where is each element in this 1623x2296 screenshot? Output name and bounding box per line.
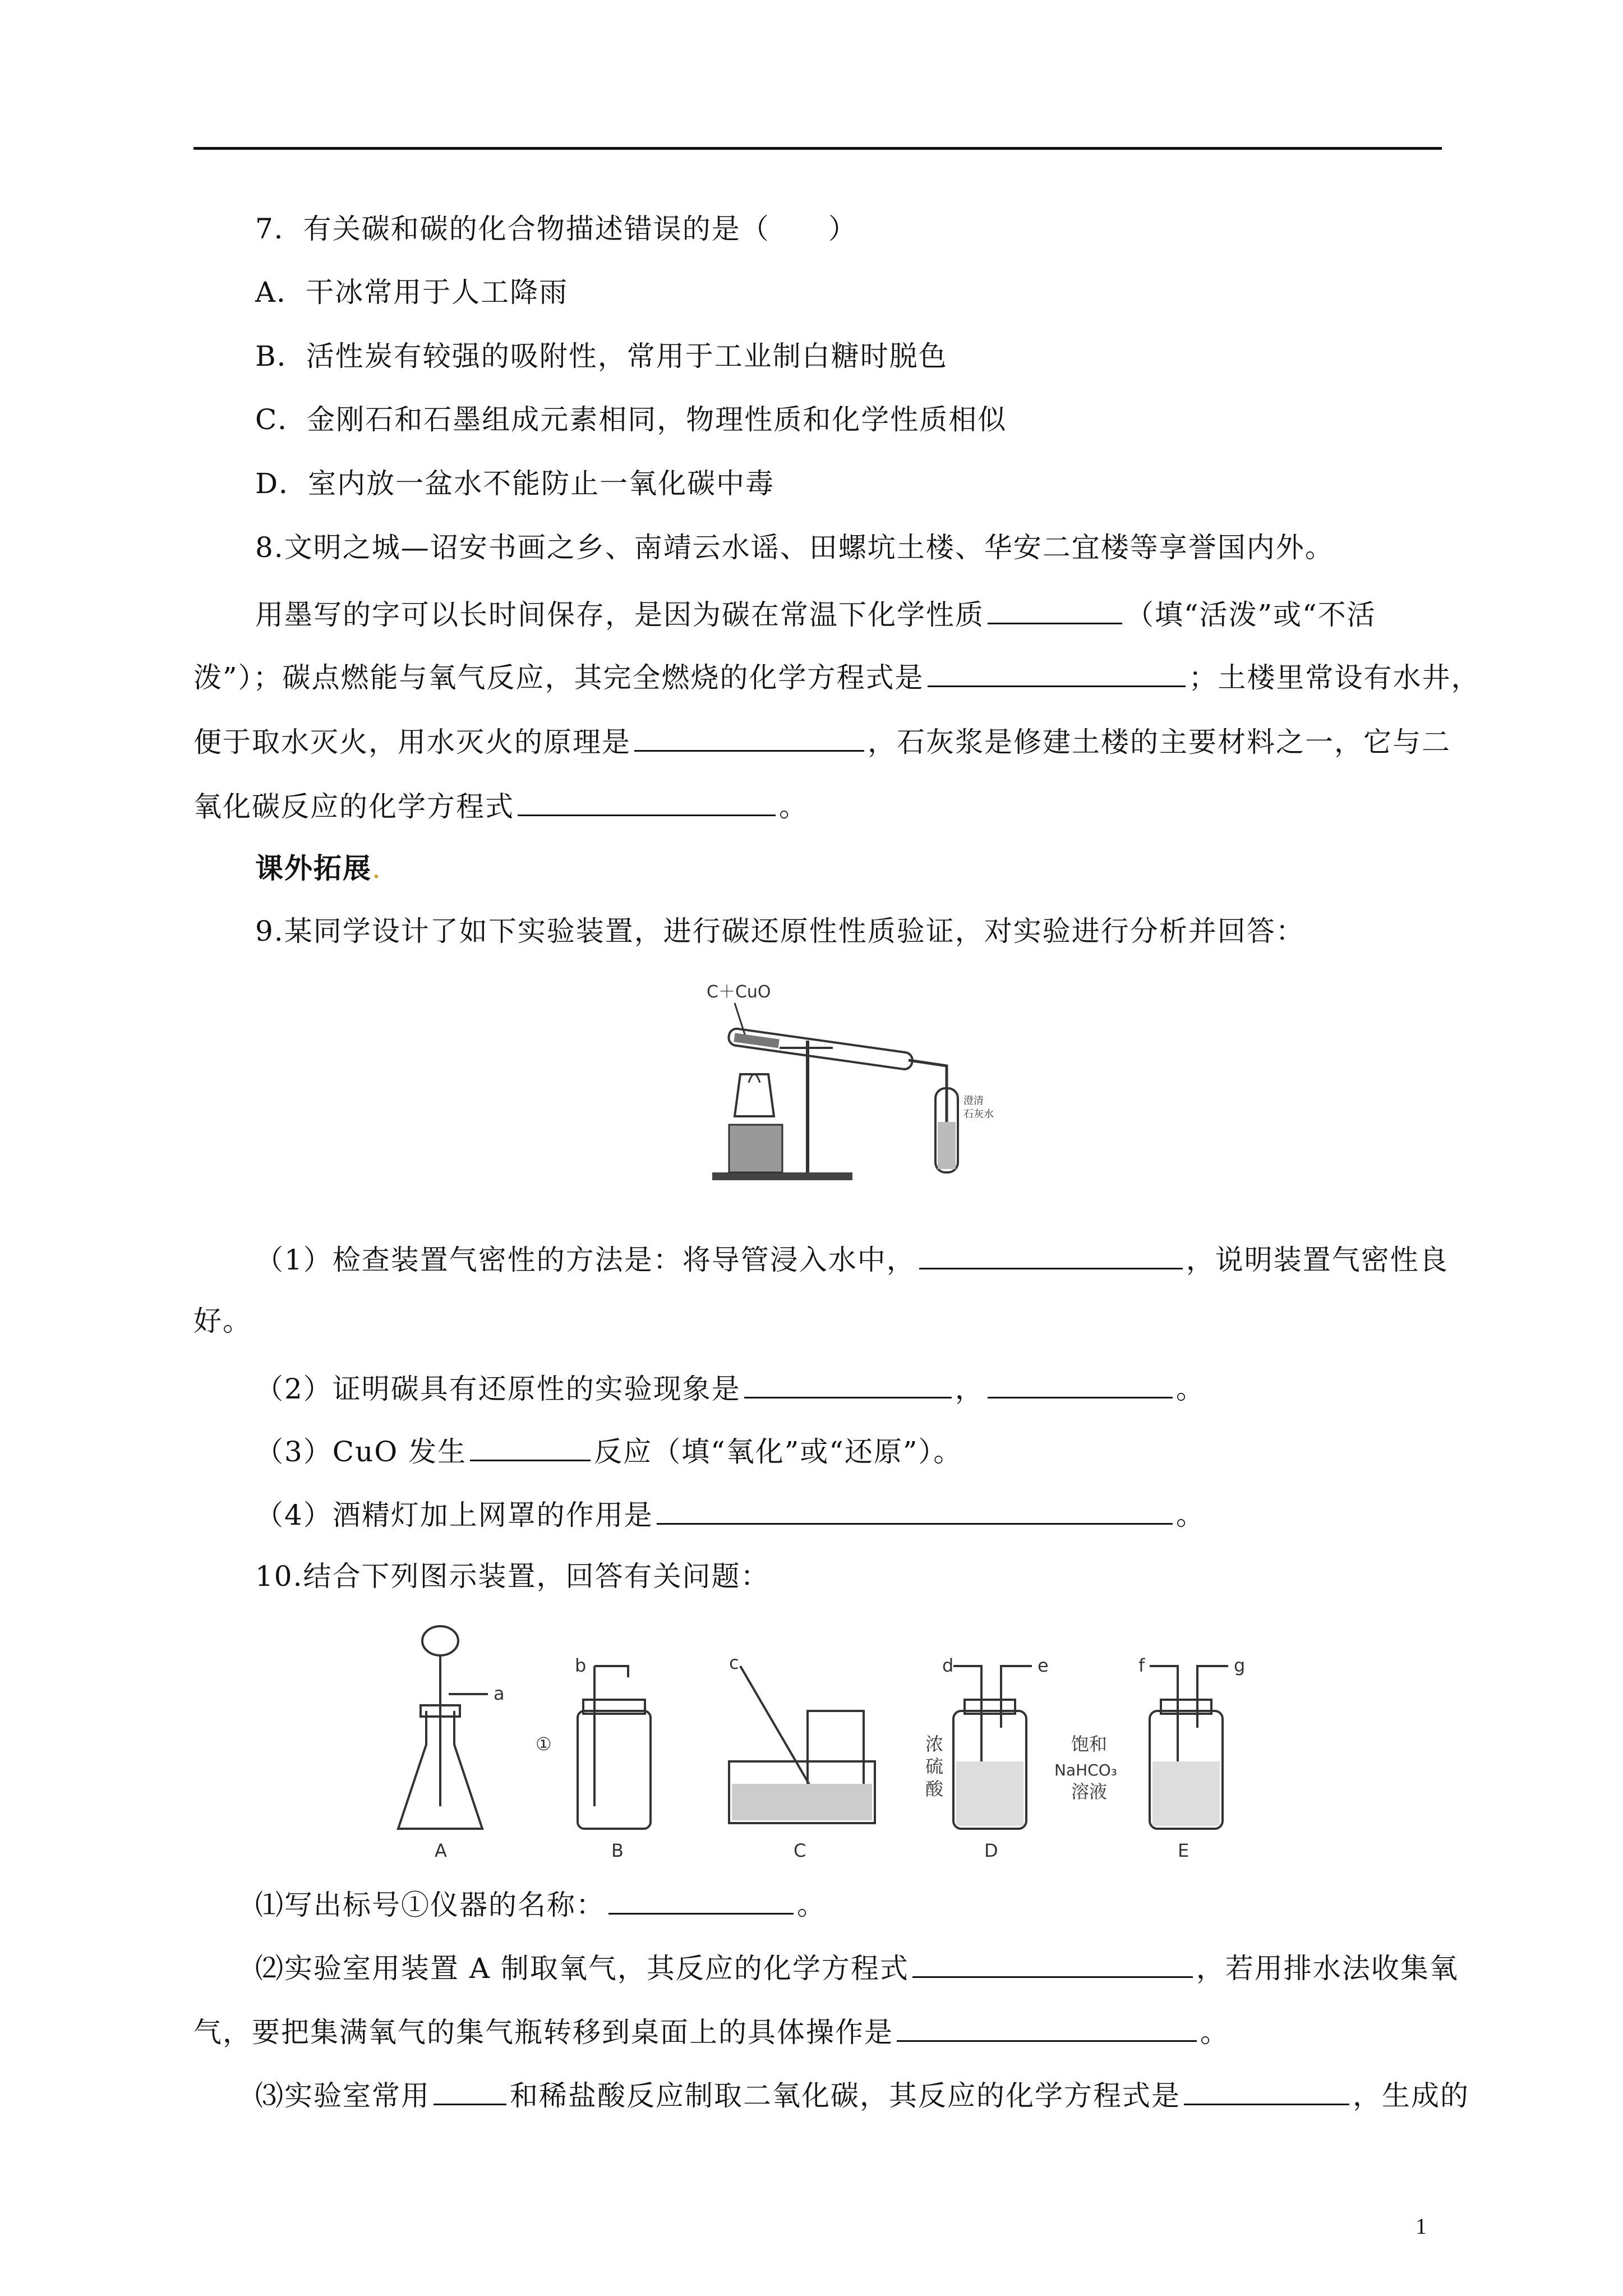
section-heading xyxy=(255,852,382,885)
q10-text: ⑴写出标号①仪器的名称： xyxy=(255,1889,605,1921)
q10-text: 。 xyxy=(797,1889,826,1921)
port-label-a: a xyxy=(494,1683,505,1704)
apparatus-c-water xyxy=(732,1784,872,1820)
q10-text: 和稀盐酸反应制取二氧化碳，其反应的化学方程式是 xyxy=(510,2079,1181,2112)
section-dot: . xyxy=(372,852,382,885)
q9-text: ， xyxy=(955,1373,984,1405)
apparatus-a-funnel xyxy=(422,1626,458,1655)
answer-blank[interactable] xyxy=(928,657,1186,687)
port-label-b: b xyxy=(575,1655,587,1676)
apparatus-label-e: E xyxy=(1178,1840,1189,1861)
q8-text: 用墨写的字可以长时间保存，是因为碳在常温下化学性质 xyxy=(255,599,984,631)
answer-blank[interactable] xyxy=(1184,2076,1349,2105)
port-label-c: c xyxy=(729,1652,739,1673)
q9-stem: 9.某同学设计了如下实验装置，进行碳还原性性质验证，对实验进行分析并回答： xyxy=(255,915,1305,947)
q10-part-2 xyxy=(255,1948,1459,1985)
q9-text: ，说明装置气密性良 xyxy=(1186,1244,1449,1276)
answer-blank[interactable] xyxy=(988,1369,1173,1398)
answer-blank[interactable] xyxy=(897,2012,1197,2042)
q10-part-1 xyxy=(255,1885,826,1922)
apparatus-label-d: D xyxy=(984,1840,998,1861)
q10-stem: 10.结合下列图示装置，回答有关问题： xyxy=(255,1560,770,1593)
q7-option-d: D．室内放一盆水不能防止一氧化碳中毒 xyxy=(255,467,775,500)
q10-text: ⑶实验室常用 xyxy=(255,2079,430,2112)
q9-part-1-cont: 好。 xyxy=(193,1305,252,1337)
apparatus-e-liquid xyxy=(1152,1761,1220,1826)
q8-text: 便于取水灭火，用水灭火的原理是 xyxy=(193,726,631,758)
q8-text: ；土楼里常设有水井， xyxy=(1188,661,1481,694)
d-liquid-label-3: 酸 xyxy=(925,1778,944,1800)
q8-line-2 xyxy=(193,657,1481,694)
limewater-label-2: 石灰水 xyxy=(963,1108,994,1120)
q9-text: （3）CuO 发生 xyxy=(255,1435,467,1468)
q10-text: ⑵实验室用装置 A 制取氧气，其反应的化学方程式 xyxy=(255,1952,909,1985)
e-liquid-label-1: 饱和 xyxy=(1071,1733,1108,1755)
q9-part-2 xyxy=(255,1369,1205,1406)
leader-line xyxy=(735,1003,746,1038)
gas-apparatus-figure xyxy=(393,1616,1318,1862)
q10-text: ，若用排水法收集氧 xyxy=(1196,1952,1459,1985)
d-liquid-label-1: 浓 xyxy=(925,1733,944,1755)
section-title: 课外拓展 xyxy=(255,852,372,885)
q9-text: 反应（填“氧化”或“还原”）。 xyxy=(594,1435,963,1468)
q8-line-4 xyxy=(193,786,808,823)
q10-part-2-cont xyxy=(193,2012,1229,2049)
apparatus-d-liquid xyxy=(956,1761,1023,1826)
q9-text: （1）检查装置气密性的方法是：将导管浸入水中， xyxy=(255,1244,916,1276)
q8-line-1 xyxy=(255,595,1376,632)
q9-text: （4）酒精灯加上网罩的作用是 xyxy=(255,1499,653,1531)
e-liquid-label-2: NaHCO₃ xyxy=(1054,1761,1117,1779)
q10-text: 。 xyxy=(1200,2016,1229,2049)
q8-text: ，石灰浆是修建土楼的主要材料之一，它与二 xyxy=(868,726,1451,758)
apparatus-label-b: B xyxy=(611,1840,624,1861)
answer-blank[interactable] xyxy=(518,786,776,816)
answer-blank[interactable] xyxy=(988,595,1122,624)
port-label-f: f xyxy=(1138,1655,1145,1676)
answer-blank[interactable] xyxy=(634,722,864,752)
q10-text: ，生成的 xyxy=(1353,2079,1469,2112)
answer-blank[interactable] xyxy=(744,1369,952,1398)
page-number: 1 xyxy=(1415,2214,1427,2239)
port-label-d: d xyxy=(942,1655,954,1676)
q9-text: 。 xyxy=(1175,1499,1205,1531)
q10-part-3 xyxy=(255,2076,1469,2113)
instrument-label-1: ① xyxy=(536,1733,552,1755)
answer-blank[interactable] xyxy=(608,1885,794,1915)
q8-text: 。 xyxy=(779,790,808,823)
carbon-reduction-apparatus-figure xyxy=(695,976,994,1189)
stand-base xyxy=(712,1172,852,1180)
answer-blank[interactable] xyxy=(470,1432,591,1461)
q7-option-b: B．活性炭有较强的吸附性，常用于工业制白糖时脱色 xyxy=(255,340,948,372)
limewater xyxy=(938,1122,956,1169)
q10-text: 气，要把集满氧气的集气瓶转移到桌面上的具体操作是 xyxy=(193,2016,893,2049)
q8-text: 泼”）；碳点燃能与氧气反应，其完全燃烧的化学方程式是 xyxy=(193,661,924,694)
apparatus-label-a: A xyxy=(435,1840,447,1861)
q9-part-3 xyxy=(255,1432,962,1469)
q8-text: 氧化碳反应的化学方程式 xyxy=(193,790,514,823)
answer-blank[interactable] xyxy=(657,1495,1173,1525)
alcohol-lamp xyxy=(729,1125,782,1172)
apparatus-label-c: C xyxy=(794,1840,806,1861)
q7-option-c: C．金刚石和石墨组成元素相同，物理性质和化学性质相似 xyxy=(255,403,1007,436)
port-label-g: g xyxy=(1234,1655,1246,1676)
d-liquid-label-2: 硫 xyxy=(925,1756,944,1777)
apparatus-b-jar xyxy=(578,1711,651,1829)
q9-text: （2）证明碳具有还原性的实验现象是 xyxy=(255,1373,741,1405)
apparatus-b-tube-top xyxy=(594,1666,628,1677)
limewater-label-1: 澄清 xyxy=(963,1095,984,1107)
flame xyxy=(749,1074,760,1083)
q7-option-a: A．干冰常用于人工降雨 xyxy=(255,276,569,309)
q9-part-1 xyxy=(255,1240,1449,1277)
q7-stem: 7．有关碳和碳的化合物描述错误的是（ ） xyxy=(255,213,857,245)
q8-text: （填“活泼”或“不活 xyxy=(1126,599,1376,631)
reactant-label: C＋CuO xyxy=(707,982,771,1002)
q8-stem: 8.文明之城—诏安书画之乡、南靖云水谣、田螺坑土楼、华安二宜楼等享誉国内外。 xyxy=(255,531,1334,564)
q8-line-3 xyxy=(193,722,1451,759)
q9-text: 。 xyxy=(1175,1373,1205,1405)
e-liquid-label-3: 溶液 xyxy=(1071,1781,1108,1802)
answer-blank[interactable] xyxy=(434,2076,506,2105)
answer-blank[interactable] xyxy=(919,1240,1183,1269)
mesh-cover xyxy=(735,1074,774,1116)
port-label-e: e xyxy=(1038,1655,1049,1676)
header-rule xyxy=(193,147,1442,150)
answer-blank[interactable] xyxy=(912,1948,1193,1978)
q9-part-4 xyxy=(255,1495,1205,1532)
